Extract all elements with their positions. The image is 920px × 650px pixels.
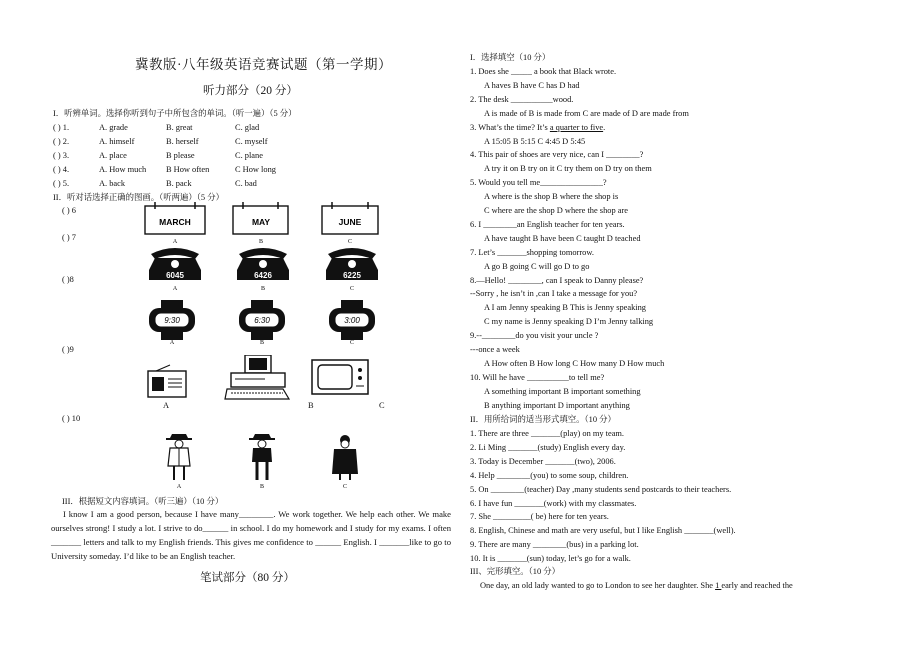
calendar-icon	[145, 202, 205, 245]
part1-row-1-c: C. glad	[235, 123, 260, 132]
part1-row-4-num[interactable]: ( ) 4.	[53, 165, 70, 174]
section-i-line: --Sorry , he isn’t in ,can I take a message for you?	[470, 289, 638, 299]
section-i-line: 7. Let’s _______shopping tomorrow.	[470, 247, 594, 257]
page-title: 冀教版·八年级英语竞赛试题（第一学期）	[135, 57, 392, 72]
part1-row-5-c: C. bad	[235, 179, 257, 188]
part1-row-5-b: B. pack	[166, 179, 192, 188]
section-ii-line: 2. Li Ming _______(study) English every day.	[470, 442, 626, 452]
part1-row-1-num[interactable]: ( ) 1.	[53, 123, 70, 132]
calendar-month-b: MAY	[251, 217, 271, 227]
section-i-heading: I．选择填空（10 分）	[470, 53, 551, 62]
watch-icon	[329, 300, 375, 345]
section-i-line: A haves B have C has D had	[484, 80, 580, 90]
part1-row-3-a: A. place	[99, 151, 127, 160]
part1-row-3-b: B please	[166, 151, 195, 160]
calendar-label-a: A	[172, 239, 178, 245]
section-i-line: 4. This pair of shoes are very nice, can I ________?	[470, 150, 644, 160]
section-i-line: 9.--________do you visit your uncle ?	[470, 331, 599, 341]
person-icon	[332, 435, 358, 490]
cloze-first-line	[480, 582, 793, 590]
section-i-line: A is made of B is made from C are made of D are made from	[484, 108, 689, 118]
section-i-line: 10. Will he have __________to tell me?	[470, 372, 605, 382]
device-row	[140, 355, 390, 410]
underlined-phrase: a quarter to five	[549, 122, 604, 132]
section-ii-heading: II．用所给词的适当形式填空。（10 分）	[470, 415, 616, 424]
telephone-icon	[237, 248, 289, 292]
person-icon	[249, 434, 275, 490]
person-icon	[166, 434, 192, 490]
part1-row-4-b: B How often	[166, 165, 210, 174]
part1-row-4-a: A. How much	[99, 165, 147, 174]
section-i-line: A I am Jenny speaking B This is Jenny speaking	[484, 303, 646, 313]
part1-row-4-c: C How long	[235, 165, 276, 174]
item-7: ( ) 7	[62, 233, 76, 242]
section-ii-line: 8. English, Chinese and math are very useful, but I like English _______(well).	[470, 526, 736, 536]
phone-number-a: 6045	[166, 271, 184, 280]
listening-heading: 听力部分（20 分）	[203, 85, 298, 97]
part1-row-2-num[interactable]: ( ) 2.	[53, 137, 70, 146]
section-i-line: A something important B important something	[484, 386, 641, 396]
calendar-month-a: MARCH	[159, 217, 191, 227]
watch-icon	[149, 300, 195, 345]
item-8: ( )8	[62, 275, 74, 284]
section-ii-line: 4. Help ________(you) to some soup, children.	[470, 470, 629, 480]
section-ii-line: 6. I have fun _______(work) with my classmates.	[470, 498, 637, 508]
calendar-row	[140, 200, 390, 245]
section-ii-line: 7. She _________( be) here for ten years.	[470, 512, 609, 522]
calendar-icon	[322, 202, 378, 245]
item-6: ( ) 6	[62, 206, 76, 215]
calendar-icon	[233, 202, 288, 245]
calendar-label-b: B	[258, 239, 264, 245]
part2-heading: II．听对话选择正确的图画。（听两遍）（5 分）	[53, 193, 224, 202]
part1-row-3-num[interactable]: ( ) 3.	[53, 151, 70, 160]
device-label-c: C	[379, 401, 385, 410]
phone-row	[140, 244, 390, 292]
section-i-line: 1. Does she _____ a book that Black wrote.	[470, 67, 617, 76]
section-i-line: 3. What’s the time? It’s a quarter to five.	[470, 122, 606, 132]
item-10: ( ) 10	[62, 414, 81, 423]
section-i-line: C where are the shop D where the shop are	[484, 206, 628, 215]
section-i-line: B anything important D important anything	[484, 400, 630, 410]
section-iii-heading: III、完形填空。（10 分）	[470, 567, 561, 576]
cloze-blank-1[interactable]: 1	[715, 581, 722, 590]
computer-icon	[225, 355, 289, 399]
section-i-line: A where is the shop B where the shop is	[484, 192, 619, 202]
section-ii-line: 9. There are many ________(bus) in a parking lot.	[470, 540, 639, 550]
watch-time-b: 6:30	[254, 316, 270, 325]
section-i-line: 6. I ________an English teacher for ten years.	[470, 219, 625, 229]
watch-label-a: A	[169, 340, 175, 345]
phone-label-b: B	[260, 286, 266, 292]
cloze-text-before: One day, an old lady wanted to go to London to see her daughter. She	[480, 581, 716, 590]
section-i-line: ---once a week	[470, 345, 520, 354]
part1-row-1-a: A. grade	[99, 123, 128, 132]
section-i-line: 8.—Hello! ________, can I speak to Danny please?	[470, 275, 644, 285]
section-i-line: 2. The desk __________wood.	[470, 94, 574, 104]
person-label-c: C	[342, 484, 348, 490]
phone-number-c: 6225	[343, 271, 361, 280]
watch-label-c: C	[349, 340, 355, 345]
section-ii-line: 10. It is _______(sun) today, let’s go for a walk.	[470, 554, 631, 564]
person-label-b: B	[259, 484, 265, 490]
section-i-line: C my name is Jenny speaking D I’m Jenny talking	[484, 317, 654, 327]
phone-label-c: C	[349, 286, 355, 292]
watch-label-b: B	[259, 340, 265, 345]
part1-row-2-a: A. himself	[99, 137, 135, 146]
item-9: ( )9	[62, 345, 74, 354]
part1-row-2-c: C. myself	[235, 137, 268, 146]
section-i-line: A have taught B have been C taught D teached	[484, 233, 641, 243]
phone-number-b: 6426	[254, 271, 272, 280]
television-icon	[312, 360, 368, 394]
watch-time-c: 3:00	[344, 316, 360, 325]
section-i-line: 5. Would you tell me_______________?	[470, 178, 607, 188]
watch-row	[140, 300, 390, 345]
section-i-line: A How often B How long C How many D How much	[484, 358, 665, 368]
part1-row-5-num[interactable]: ( ) 5.	[53, 179, 70, 188]
section-ii-line: 1. There are three _______(play) on my team.	[470, 429, 625, 438]
people-row	[140, 432, 390, 490]
part1-row-5-a: A. back	[99, 179, 126, 188]
section-i-line: A try it on B try on it C try them on D try on them	[484, 164, 652, 174]
telephone-icon	[326, 248, 378, 292]
section-ii-line: 3. Today is December _______(two), 2006.	[470, 456, 616, 466]
section-i-line: A go B going C will go D to go	[484, 261, 590, 271]
calendar-month-c: JUNE	[338, 217, 362, 227]
part3-passage: I know I am a good person, because I have many________. We work together. We help each other. We make ourselves strong! I study a lot. I strive to do______ in school. I do my homework and I study for my exams. I often _______ letters and talk to my English friends. This gives me confidence to ______ English. I _______like to go to University someday. I’d like to be an English teacher.	[51, 509, 451, 561]
watch-time-a: 9:30	[164, 316, 180, 325]
person-label-a: A	[176, 484, 182, 490]
device-label-a: A	[163, 401, 170, 410]
telephone-icon	[149, 248, 201, 292]
cloze-text-after: early and reached the	[721, 581, 793, 590]
section-i-line: A 15:05 B 5:15 C 4:45 D 5:45	[484, 136, 586, 146]
part1-row-3-c: C. plane	[235, 151, 263, 160]
radio-icon	[148, 365, 186, 397]
part1-row-1-b: B. great	[166, 123, 193, 132]
section-ii-line: 5. On ________(teacher) Day ,many students send postcards to their teachers.	[470, 484, 732, 494]
part1-row-2-b: B. herself	[166, 137, 199, 146]
watch-icon	[239, 300, 285, 345]
phone-label-a: A	[172, 286, 178, 292]
device-label-b: B	[308, 401, 314, 410]
part3-heading: III．根据短文内容填词。（听三遍）（10 分）	[62, 497, 224, 506]
written-heading: 笔试部分（80 分）	[200, 572, 295, 584]
calendar-label-c: C	[347, 239, 353, 245]
part1-heading: I．听辨单词。选择你听到句子中所包含的单词。（听一遍）（5 分）	[53, 109, 297, 118]
